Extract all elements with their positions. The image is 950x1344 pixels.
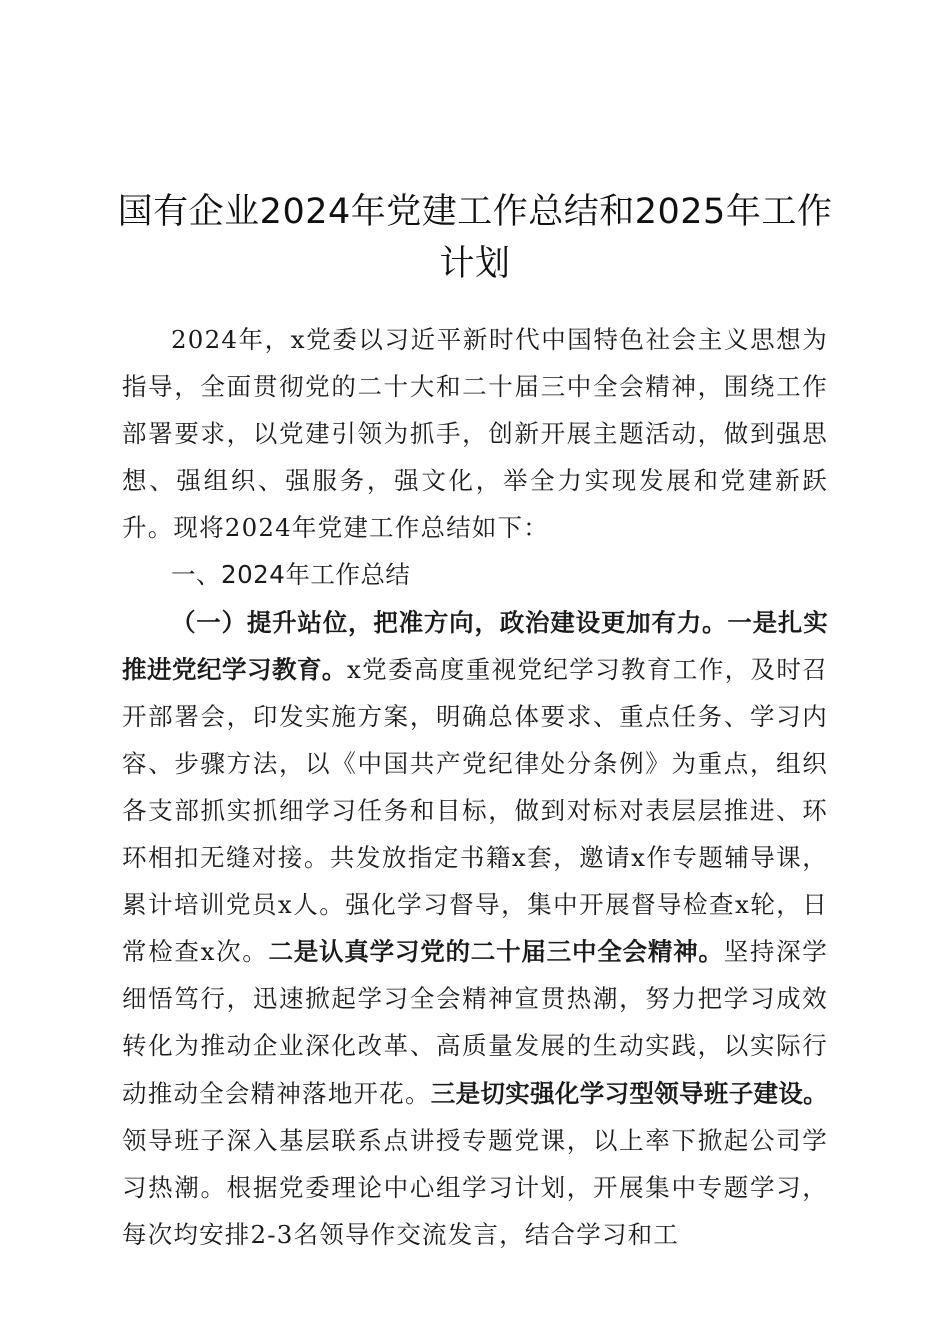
- subsection-paragraph: [122, 599, 828, 1258]
- point-1-title: 一是扎实推进党纪学习教育。: [122, 607, 828, 684]
- point-3-title: 三是切实强化学习型领导班子建设。: [430, 1078, 828, 1108]
- intro-paragraph: 2024年，x党委以习近平新时代中国特色社会主义思想为指导，全面贯彻党的二十大和二十届三中全会精神，围绕工作部署要求，以党建引领为抓手，创新开展主题活动，做到强思想、强组织、强服务，强文化，举全力实现发展和党建新跃升。现将2024年党建工作总结如下：: [122, 325, 828, 543]
- point-2-text: 坚持深学细悟笃行，迅速掀起学习全会精神宣贯热潮，努力把学习成效转化为推动企业深化改革、高质量发展的生动实践，以实际行动推动全会精神落地开花。: [122, 937, 828, 1108]
- document-title: 国有企业2024年党建工作总结和2025年工作计划: [117, 192, 833, 284]
- subsection-heading: （一）提升站位，把准方向，政治建设更加有力。: [171, 607, 728, 637]
- point-2-title: 二是认真学习党的二十届三中全会精神。: [268, 937, 724, 967]
- section-heading: 一、2024年工作总结: [171, 560, 411, 590]
- point-3-text: 领导班子深入基层联系点讲授专题党课，以上率下掀起公司学习热潮。根据党委理论中心组学习计划，开展集中专题学习，每次均安排2-3名领导作交流发言，结合学习和工: [122, 1125, 828, 1249]
- document-body: [122, 316, 828, 1258]
- point-1-text: x党委高度重视党纪学习教育工作，及时召开部署会，印发实施方案，明确总体要求、重点任务、学习内容、步骤方法，以《中国共产党纪律处分条例》为重点，组织各支部抓实抓细学习任务和目标，做到对标对表层层推进、环环相扣无缝对接。共发放指定书籍x套，邀请x作专题辅导课，累计培训党员x人。强化学习督导，集中开展督导检查x轮，日常检查x次。: [122, 654, 829, 967]
